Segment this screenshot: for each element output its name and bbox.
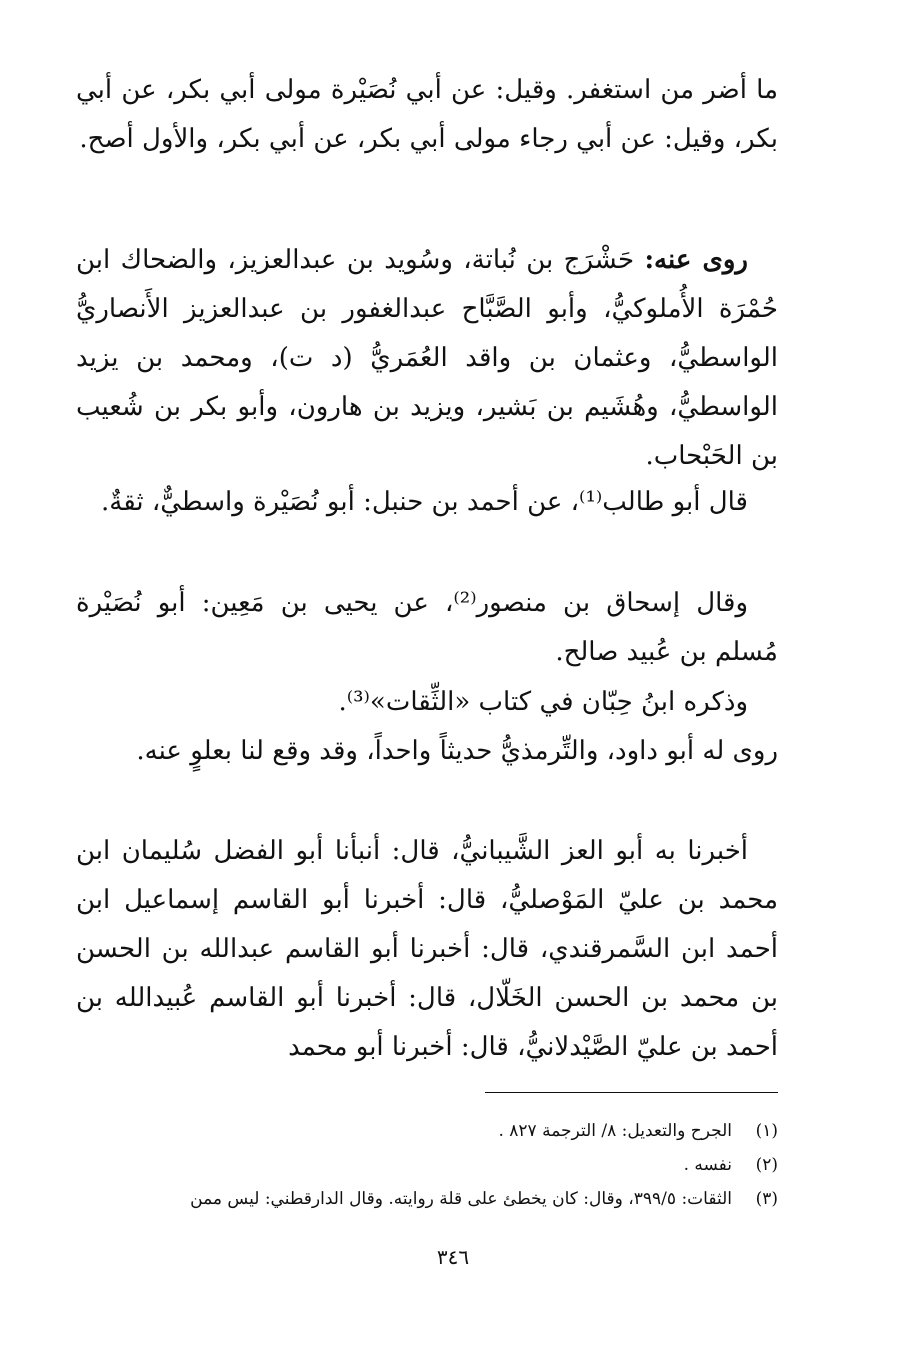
- footnote-number: (٣): [755, 1189, 778, 1209]
- paragraph-4: [76, 579, 778, 677]
- narrators-heading: روى عنه:: [644, 245, 748, 275]
- footnote-divider: [485, 1092, 778, 1093]
- page-number: ٣٤٦: [436, 1245, 470, 1269]
- footnote-text: نفسه .: [683, 1155, 732, 1175]
- paragraph-7-text: أخبرنا به أبو العز الشَّيبانيُّ، قال: أنبأنا أبو الفضل سُليمان ابن محمد بن عليّ المَوْصليُّ، قال: أخبرنا أبو القاسم إسماعيل ابن أحمد ابن السَّمرقندي، قال: أخبرنا أبو القاسم عبدالله بن الحسن بن محمد بن الحسن الخَلّال، قال: أخبرنا أبو القاسم عُبيدالله بن أحمد بن عليّ الصَّيْدلانيُّ، قال: أخبرنا أبو محمد: [76, 836, 778, 1062]
- paragraph-5-text: وذكره ابنُ حِبّان في كتاب «الثِّقات»⁽³⁾.: [338, 687, 748, 717]
- paragraph-1-text: ما أضر من استغفر. وقيل: عن أبي نُصَيْرة مولى أبي بكر، عن أبي بكر، وقيل: عن أبي رجاء مولى أبي بكر، عن أبي بكر، والأول أصح.: [76, 75, 778, 154]
- paragraph-5: [76, 678, 778, 727]
- footnotes: [76, 1114, 778, 1216]
- footnote-3: [76, 1182, 778, 1216]
- narrators-list: حَشْرَج بن نُباتة، وسُويد بن عبدالعزيز، والضحاك ابن حُمْرَة الأُملوكيُّ، وأبو الصَّبَّاح عبدالغفور بن عبدالعزيز الأَنصاريُّ الواسطيُّ، وعثمان بن واقد العُمَريُّ (د ت)، ومحمد بن يزيد الواسطيُّ، وهُشَيم بن بَشير، ويزيد بن هارون، وأبو بكر بن شُعيب بن الحَبْحاب.: [76, 245, 778, 471]
- paragraph-2: [76, 236, 778, 481]
- footnote-1: [76, 1114, 778, 1148]
- paragraph-4-text: وقال إسحاق بن منصور⁽²⁾، عن يحيى بن مَعِين: أبو نُصَيْرة مُسلم بن عُبيد صالح.: [76, 588, 778, 667]
- paragraph-2-text: [76, 236, 778, 481]
- paragraph-3: [76, 478, 778, 527]
- footnote-text: الجرح والتعديل: ٨/ الترجمة ٨٢٧ .: [498, 1121, 732, 1141]
- footnote-number: (٢): [755, 1155, 778, 1175]
- footnote-text: الثقات: ٣٩٩/٥، وقال: كان يخطئ على قلة روايته. وقال الدارقطني: ليس ممن: [190, 1189, 732, 1209]
- footnote-number: (١): [755, 1121, 778, 1141]
- paragraph-6-text: روى له أبو داود، والتِّرمذيُّ حديثاً واحداً، وقد وقع لنا بعلوٍ عنه.: [136, 736, 778, 766]
- paragraph-7: [76, 827, 778, 1072]
- paragraph-3-text: قال أبو طالب⁽¹⁾، عن أحمد بن حنبل: أبو نُصَيْرة واسطيٌّ، ثقةٌ.: [100, 487, 748, 517]
- paragraph-6: [76, 727, 778, 776]
- footnote-2: [76, 1148, 778, 1182]
- paragraph-1: [76, 66, 778, 164]
